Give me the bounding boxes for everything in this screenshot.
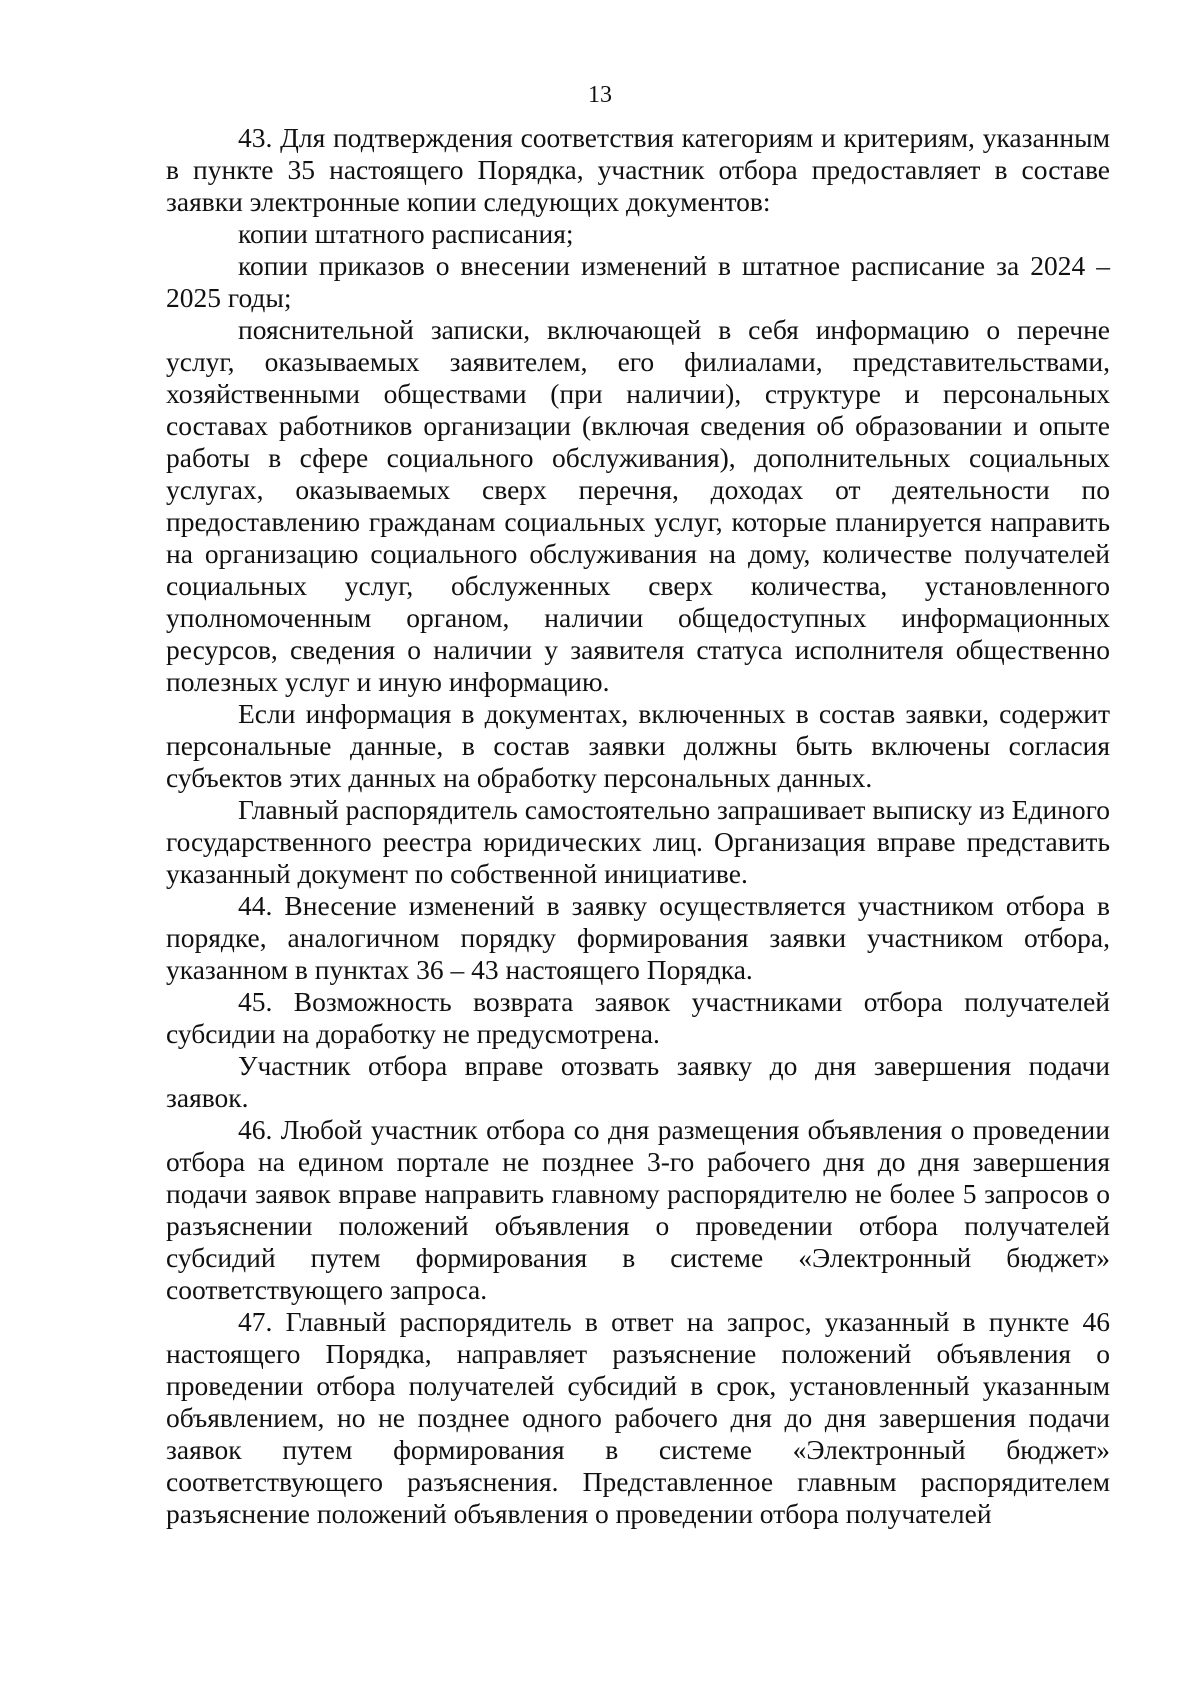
paragraph-registry-extract: Главный распорядитель самостоятельно запрашивает выписку из Единого государственного реестра юридических лиц. Организация вправе представить указанный документ по собственной инициативе. xyxy=(166,794,1110,889)
paragraph-personal-data: Если информация в документах, включенных в состав заявки, содержит персональные данные, в состав заявки должны быть включены согласия субъектов этих данных на обработку персональных данных. xyxy=(166,698,1110,793)
document-body xyxy=(166,122,1110,1530)
paragraph-withdrawal: Участник отбора вправе отозвать заявку до дня завершения подачи заявок. xyxy=(166,1050,1110,1113)
paragraph-orders: копии приказов о внесении изменений в штатное расписание за 2024 – 2025 годы; xyxy=(166,250,1110,313)
paragraph-explanatory-note: пояснительной записки, включающей в себя информацию о перечне услуг, оказываемых заявителем, его филиалами, представительствами, хозяйственными обществами (при наличии), структуре и персональных составах работников организации (включая сведения об образовании и опыте работы в сфере социального обслуживания), дополнительных социальных услугах, оказываемых сверх перечня, доходах от деятельности по предоставлению гражданам социальных услуг, которые планируется направить на организацию социального обслуживания на дому, количестве получателей социальных услуг, обслуженных сверх количества, установленного уполномоченным органом, наличии общедоступных информационных ресурсов, сведения о наличии у заявителя статуса исполнителя общественно полезных услуг и иную информацию. xyxy=(166,314,1110,697)
paragraph-43: 43. Для подтверждения соответствия категориям и критериям, указанным в пункте 35 настоящего Порядка, участник отбора предоставляет в составе заявки электронные копии следующих документов: xyxy=(166,122,1110,217)
paragraph-44: 44. Внесение изменений в заявку осуществляется участником отбора в порядке, аналогичном порядку формирования заявки участником отбора, указанном в пунктах 36 – 43 настоящего Порядка. xyxy=(166,890,1110,985)
paragraph-45: 45. Возможность возврата заявок участниками отбора получателей субсидии на доработку не предусмотрена. xyxy=(166,986,1110,1049)
paragraph-46: 46. Любой участник отбора со дня размещения объявления о проведении отбора на едином портале не позднее 3-го рабочего дня до дня завершения подачи заявок вправе направить главному распорядителю не более 5 запросов о разъяснении положений объявления о проведении отбора получателей субсидий путем формирования в системе «Электронный бюджет» соответствующего запроса. xyxy=(166,1114,1110,1305)
paragraph-staff-schedule: копии штатного расписания; xyxy=(238,218,574,249)
paragraph-47: 47. Главный распорядитель в ответ на запрос, указанный в пункте 46 настоящего Порядка, направляет разъяснение положений объявления о проведении отбора получателей субсидий в срок, установленный указанным объявлением, но не позднее одного рабочего дня до дня завершения подачи заявок путем формирования в системе «Электронный бюджет» соответствующего разъяснения. Представленное главным распорядителем разъяснение положений объявления о проведении отбора получателей xyxy=(166,1306,1110,1529)
page-number: 13 xyxy=(588,82,612,108)
